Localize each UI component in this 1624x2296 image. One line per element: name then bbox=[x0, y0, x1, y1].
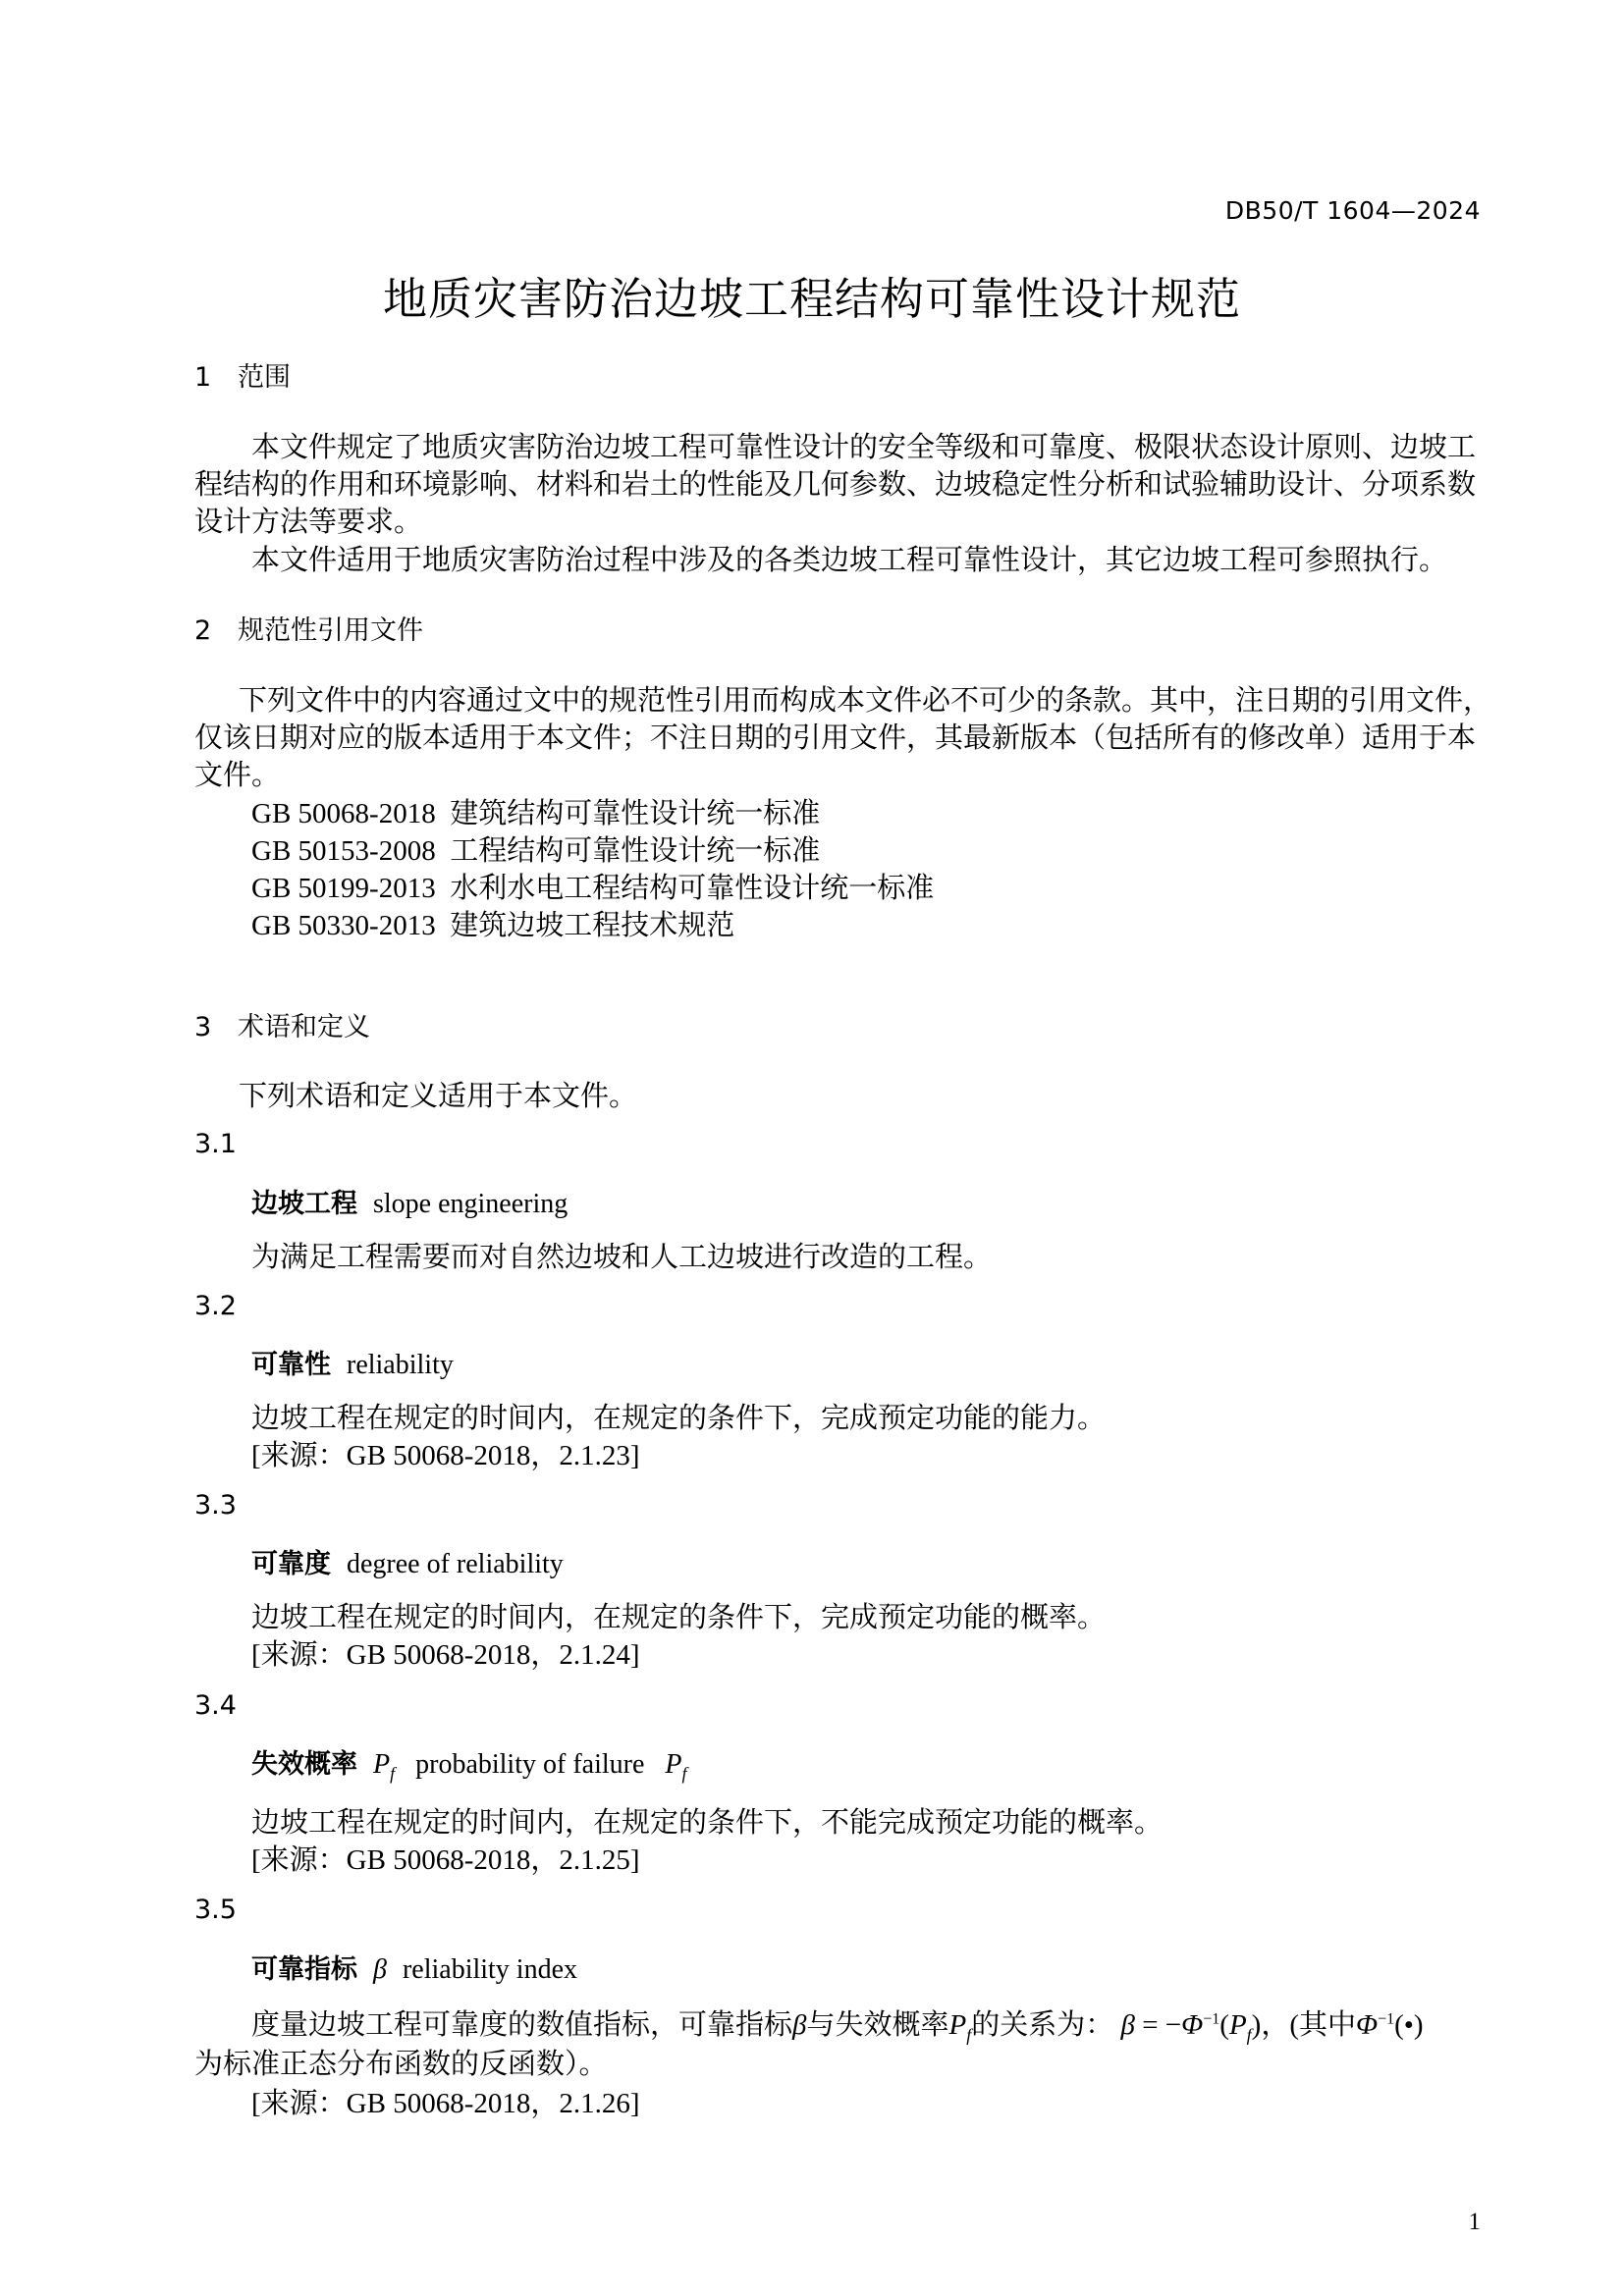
reference-code: GB 50153-2008 bbox=[251, 835, 436, 867]
reference-item bbox=[251, 903, 734, 943]
term-en: probability of failure bbox=[415, 1749, 645, 1780]
clause-number: 3.1 bbox=[194, 1129, 237, 1159]
paragraph-line: 下列文件中的内容通过文中的规范性引用而构成本文件必不可少的条款。其中，注日期的引用文件， bbox=[239, 685, 1492, 717]
section-number: 1 bbox=[194, 362, 212, 393]
standard-number: DB50/T 1604—2024 bbox=[1224, 196, 1481, 225]
term-en: degree of reliability bbox=[347, 1549, 564, 1579]
section-number: 3 bbox=[194, 1012, 212, 1042]
bullet-arg: (•) bbox=[1394, 2009, 1424, 2041]
term-source: [来源：GB 50068-2018，2.1.24] bbox=[251, 1639, 640, 1671]
term-entry bbox=[251, 1948, 577, 1986]
term-source: [来源：GB 50068-2018，2.1.26] bbox=[251, 2088, 640, 2119]
clause-number: 3.4 bbox=[194, 1690, 237, 1721]
section-title: 范围 bbox=[238, 362, 291, 393]
reference-title: 工程结构可靠性设计统一标准 bbox=[450, 835, 821, 867]
term-definition-line bbox=[251, 2002, 1424, 2046]
term-symbol: β bbox=[373, 1954, 387, 1985]
paragraph-line: 本文件规定了地质灾害防治边坡工程可靠性设计的安全等级和可靠度、极限状态设计原则、边坡工 bbox=[251, 432, 1477, 463]
reference-title: 水利水电工程结构可靠性设计统一标准 bbox=[450, 873, 935, 904]
reference-item bbox=[251, 866, 934, 906]
paragraph-line: 文件。 bbox=[194, 760, 281, 791]
formula-paren: ( bbox=[1219, 2009, 1229, 2041]
term-en: slope engineering bbox=[373, 1189, 568, 1219]
section-title: 规范性引用文件 bbox=[238, 615, 423, 646]
term-definition: 边坡工程在规定的时间内，在规定的条件下，完成预定功能的概率。 bbox=[251, 1602, 1107, 1633]
formula-p: P bbox=[1228, 2009, 1247, 2041]
term-en: reliability index bbox=[402, 1954, 578, 1985]
reference-item bbox=[251, 791, 820, 831]
page-number: 1 bbox=[1468, 2209, 1481, 2235]
paragraph-line: 仅该日期对应的版本适用于本文件；不注日期的引用文件，其最新版本（包括所有的修改单）适用于本 bbox=[194, 722, 1477, 754]
formula-paren: ) bbox=[1251, 2009, 1262, 2041]
reference-code: GB 50199-2013 bbox=[251, 873, 436, 904]
term-source: [来源：GB 50068-2018，2.1.25] bbox=[251, 1844, 640, 1876]
term-source: [来源：GB 50068-2018，2.1.23] bbox=[251, 1440, 640, 1471]
formula-inverse: −1 bbox=[1203, 2010, 1220, 2028]
term-definition: 边坡工程在规定的时间内，在规定的条件下，完成预定功能的能力。 bbox=[251, 1403, 1107, 1434]
formula-f: f bbox=[1246, 2024, 1252, 2045]
section-heading bbox=[194, 609, 423, 647]
term-zh: 边坡工程 bbox=[251, 1189, 357, 1219]
definition-text: 度量边坡工程可靠度的数值指标，可靠指标 bbox=[251, 2009, 793, 2041]
term-symbol-en-subscript: f bbox=[681, 1763, 687, 1784]
reference-item bbox=[251, 828, 820, 869]
definition-text: ，(其中 bbox=[1261, 2009, 1357, 2041]
clause-number: 3.2 bbox=[194, 1291, 237, 1321]
term-zh: 可靠度 bbox=[251, 1549, 331, 1579]
term-entry bbox=[251, 1343, 454, 1381]
definition-text: 的关系为： bbox=[971, 2009, 1114, 2041]
term-entry bbox=[251, 1542, 564, 1580]
section-number: 2 bbox=[194, 615, 212, 646]
term-symbol-en: P bbox=[665, 1749, 682, 1780]
paragraph: 下列术语和定义适用于本文件。 bbox=[239, 1081, 638, 1112]
term-symbol: P bbox=[373, 1749, 391, 1780]
pf-subscript: f bbox=[966, 2024, 972, 2045]
phi-symbol: Φ bbox=[1356, 2009, 1379, 2041]
formula-phi: Φ bbox=[1181, 2009, 1204, 2041]
paragraph-line: 程结构的作用和环境影响、材料和岩土的性能及几何参数、边坡稳定性分析和试验辅助设计、分项系数 bbox=[194, 469, 1477, 501]
definition-text: 与失效概率 bbox=[806, 2009, 949, 2041]
section-title: 术语和定义 bbox=[238, 1012, 370, 1042]
term-zh: 失效概率 bbox=[251, 1749, 357, 1780]
reference-title: 建筑边坡工程技术规范 bbox=[450, 910, 735, 941]
section-heading bbox=[194, 1005, 370, 1043]
reference-title: 建筑结构可靠性设计统一标准 bbox=[450, 798, 821, 829]
term-definition-line: 为标准正态分布函数的反函数）。 bbox=[194, 2049, 608, 2080]
term-definition: 为满足工程需要而对自然边坡和人工边坡进行改造的工程。 bbox=[251, 1242, 993, 1273]
beta-symbol: β bbox=[792, 2009, 807, 2041]
term-entry bbox=[251, 1182, 568, 1220]
reference-code: GB 50068-2018 bbox=[251, 798, 436, 829]
phi-inverse: −1 bbox=[1378, 2010, 1395, 2028]
term-zh: 可靠指标 bbox=[251, 1954, 357, 1985]
term-symbol-subscript: f bbox=[390, 1763, 396, 1784]
term-en: reliability bbox=[347, 1350, 454, 1380]
section-heading bbox=[194, 355, 291, 394]
paragraph-line: 设计方法等要求。 bbox=[194, 507, 423, 538]
document-title: 地质灾害防治边坡工程结构可靠性设计规范 bbox=[382, 273, 1241, 325]
paragraph: 本文件适用于地质灾害防治过程中涉及的各类边坡工程可靠性设计，其它边坡工程可参照执行。 bbox=[251, 545, 1448, 576]
term-zh: 可靠性 bbox=[251, 1350, 331, 1380]
pf-symbol: P bbox=[948, 2009, 967, 2041]
formula-equals: = − bbox=[1134, 2009, 1182, 2041]
term-definition: 边坡工程在规定的时间内，在规定的条件下，不能完成预定功能的概率。 bbox=[251, 1807, 1164, 1839]
formula-beta: β bbox=[1120, 2009, 1135, 2041]
reference-code: GB 50330-2013 bbox=[251, 910, 436, 941]
term-entry bbox=[251, 1742, 687, 1785]
clause-number: 3.5 bbox=[194, 1895, 237, 1925]
clause-number: 3.3 bbox=[194, 1490, 237, 1521]
